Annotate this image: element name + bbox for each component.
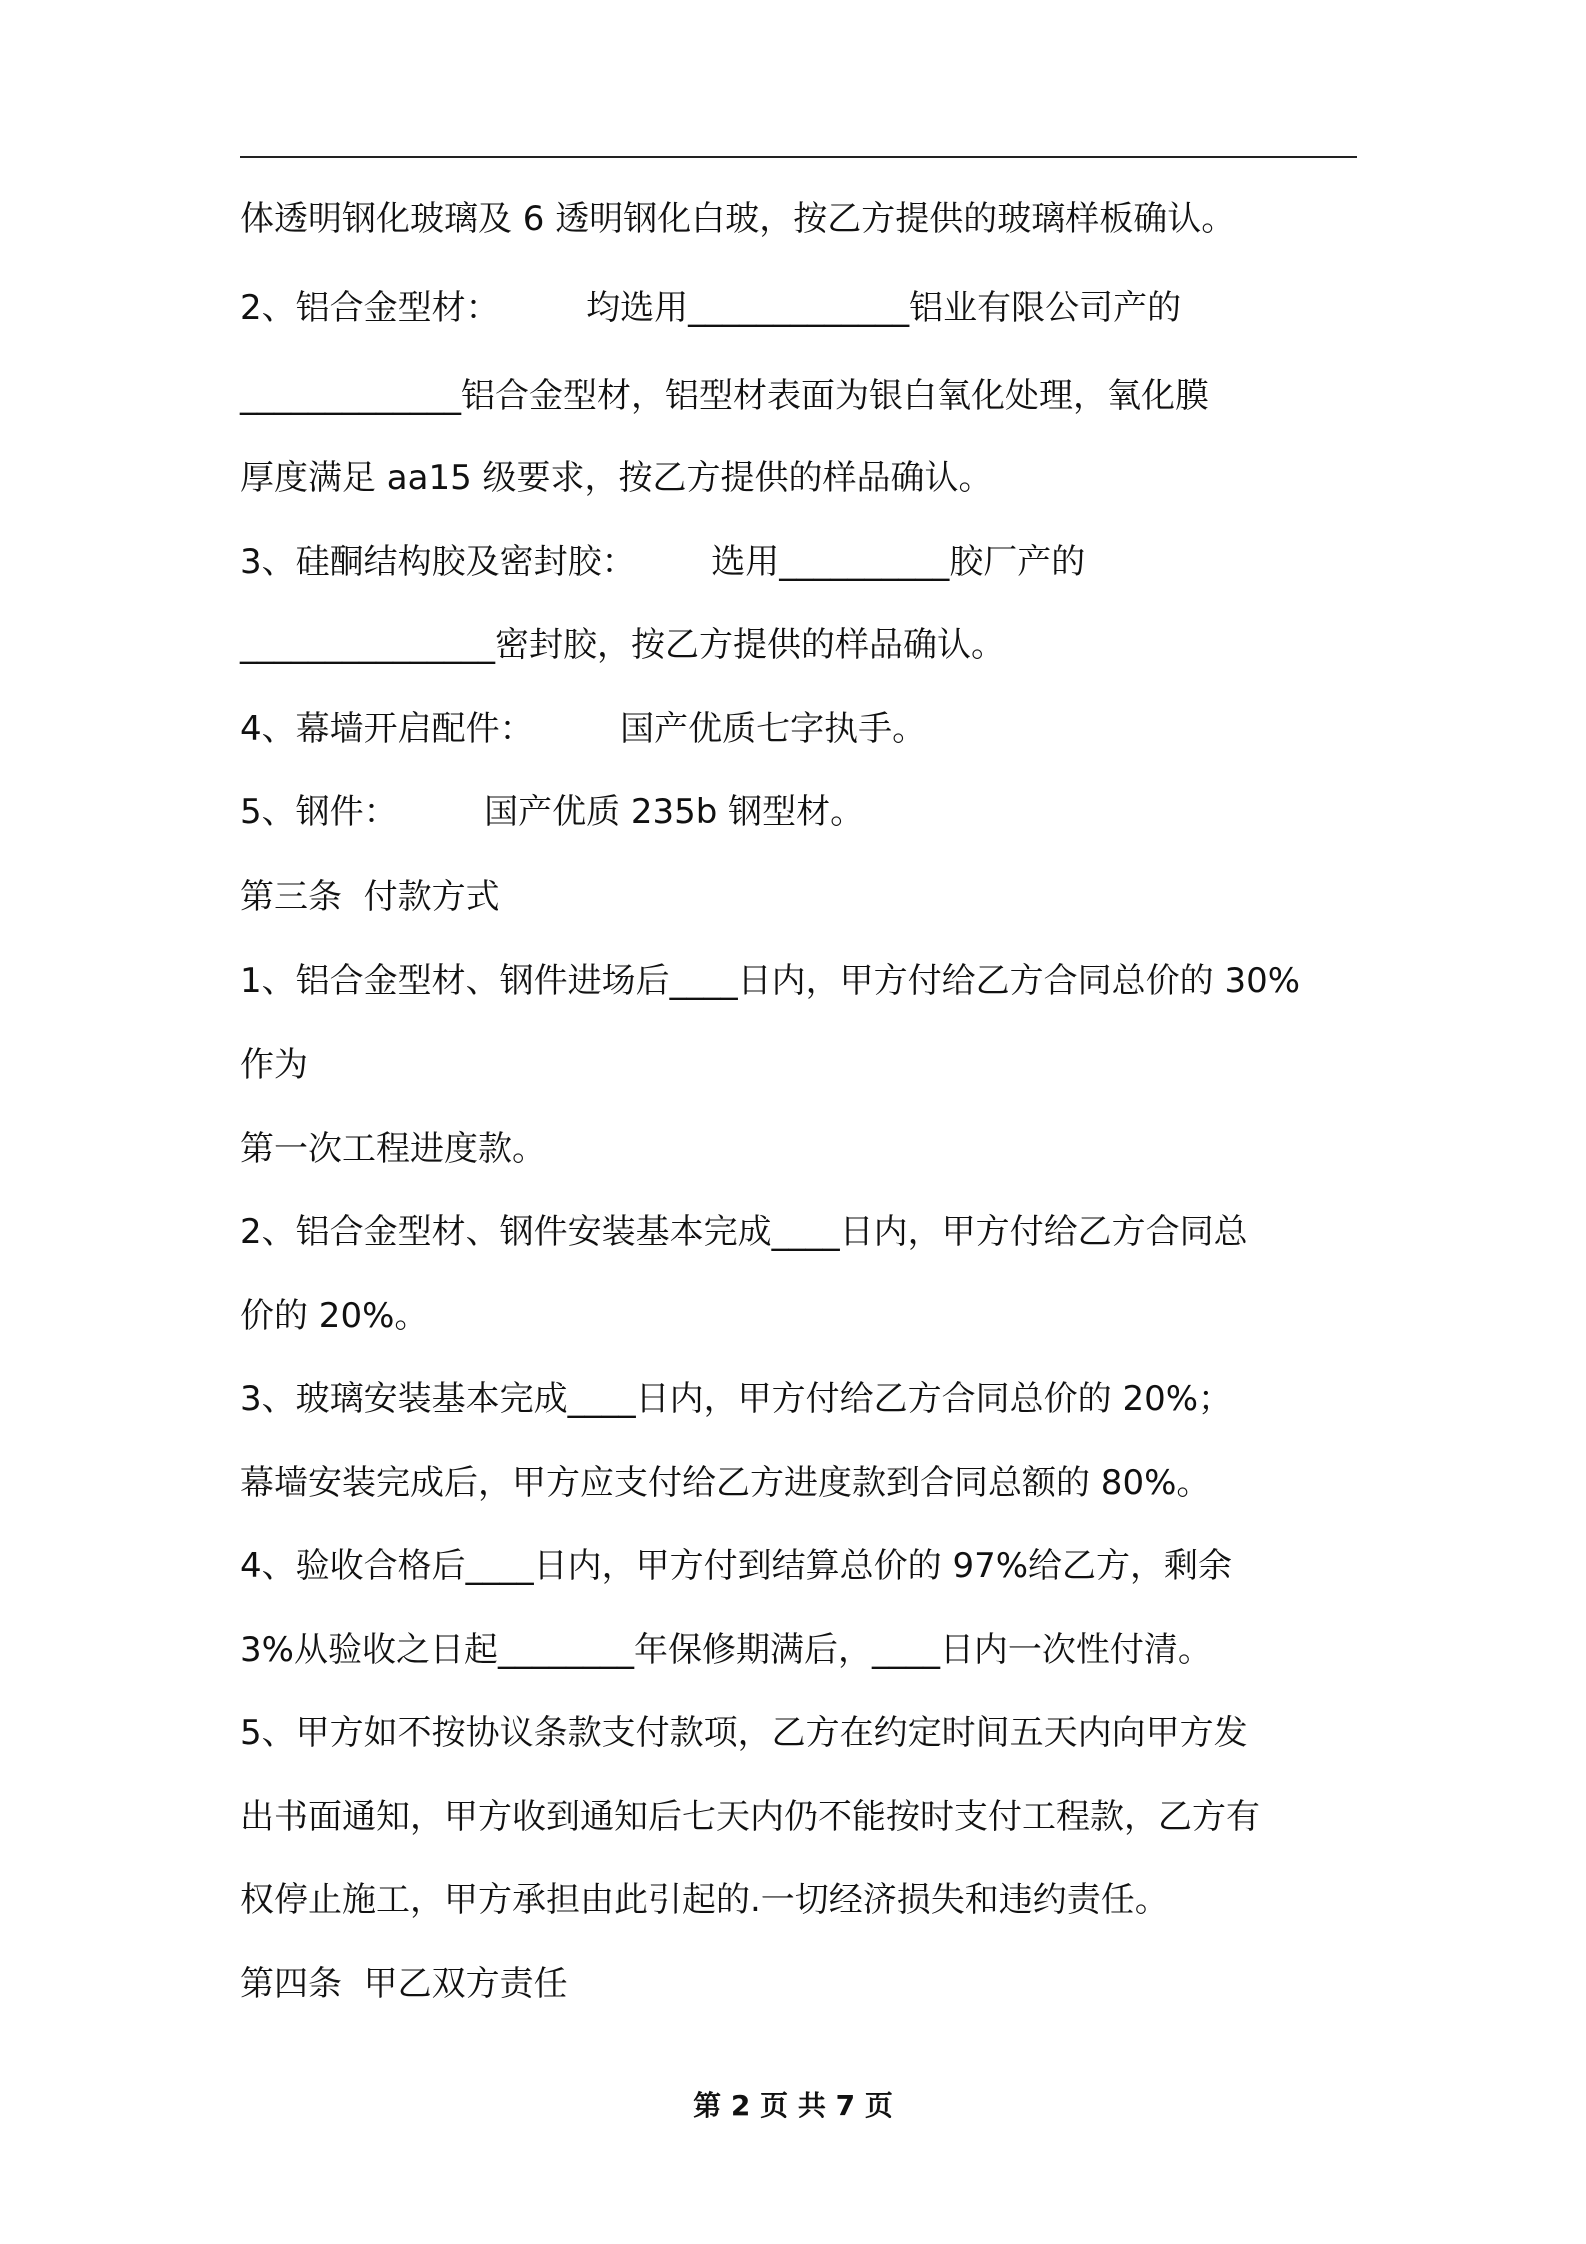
text-line-21: 权停止施工，甲方承担由此引起的.一切经济损失和违约责任。 [240,1880,1169,1920]
text-line-16: 幕墙安装完成后，甲方应支付给乙方进度款到合同总额的 80%。 [240,1463,1211,1503]
text-line-2: 2、铝合金型材： 均选用_____________铝业有限公司产的 [240,288,1182,328]
text-line-17: 4、验收合格后____日内，甲方付到结算总价的 97%给乙方，剩余 [240,1546,1233,1586]
page-footer: 第 2 页 共 7 页 [693,2089,893,2122]
text-line-4: 厚度满足 aa15 级要求，按乙方提供的样品确认。 [240,458,993,498]
text-line-8: 5、钢件： 国产优质 235b 钢型材。 [240,792,865,832]
text-line-19: 5、甲方如不按协议条款支付款项，乙方在约定时间五天内向甲方发 [240,1713,1248,1753]
text-line-13: 2、铝合金型材、钢件安装基本完成____日内，甲方付给乙方合同总 [240,1212,1248,1252]
section-heading-3: 第三条 付款方式 [240,877,500,917]
text-line-20: 出书面通知，甲方收到通知后七天内仍不能按时支付工程款，乙方有 [240,1797,1260,1837]
text-line-7: 4、幕墙开启配件： 国产优质七字执手。 [240,709,927,749]
text-line-6: _______________密封胶，按乙方提供的样品确认。 [240,625,1005,665]
text-line-12: 第一次工程进度款。 [240,1129,546,1169]
text-line-10: 1、铝合金型材、钢件进场后____日内，甲方付给乙方合同总价的 30% [240,961,1301,1001]
text-line-15: 3、玻璃安装基本完成____日内，甲方付给乙方合同总价的 20%； [240,1379,1233,1419]
text-line-5: 3、硅酮结构胶及密封胶： 选用__________胶厂产的 [240,542,1086,582]
text-line-14: 价的 20%。 [240,1296,429,1336]
text-line-1: 体透明钢化玻璃及 6 透明钢化白玻，按乙方提供的玻璃样板确认。 [240,199,1236,239]
text-line-11: 作为 [240,1045,308,1085]
text-line-18: 3%从验收之日起________年保修期满后，____日内一次性付清。 [240,1630,1212,1670]
section-heading-4: 第四条 甲乙双方责任 [240,1964,568,2004]
header-rule [240,156,1357,158]
text-line-3: _____________铝合金型材，铝型材表面为银白氧化处理，氧化膜 [240,376,1209,416]
